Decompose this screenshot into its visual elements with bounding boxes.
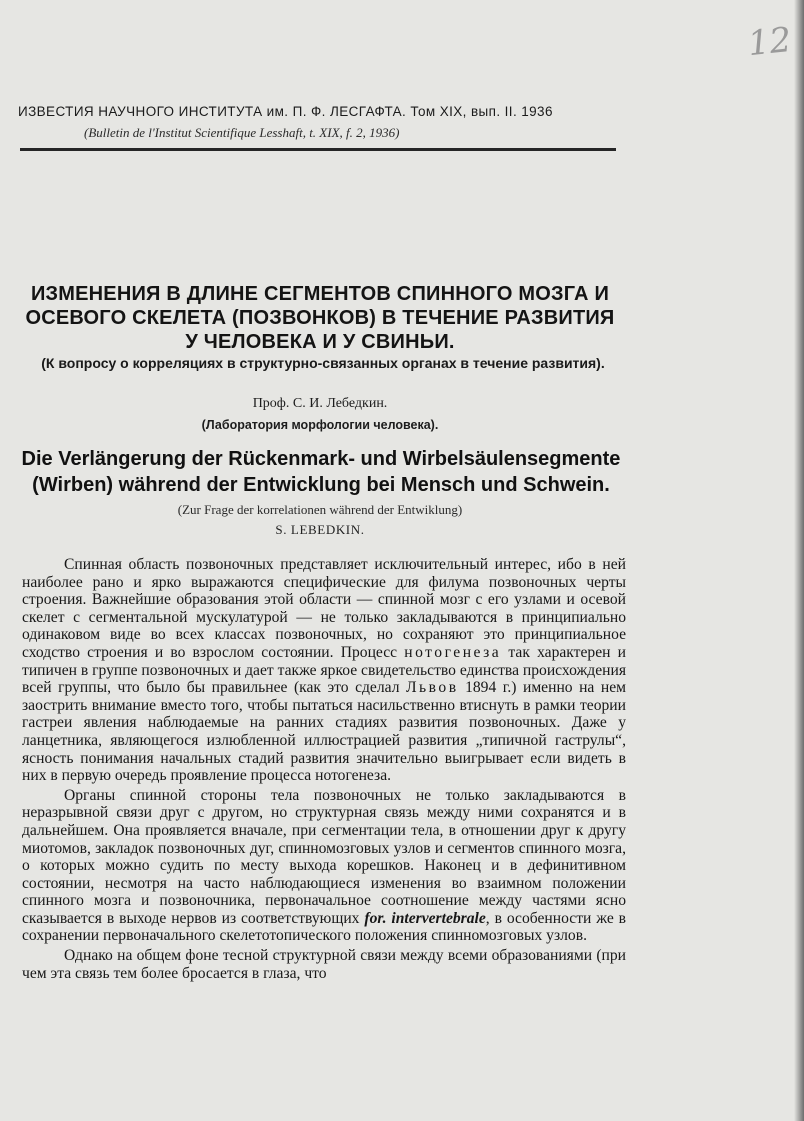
text-run: Органы спинной стороны тела позвоночных не только закладываются в неразрывной связи друг с другом, но структурная связь между ними сохранятся и в дальнейшем. Она проявляется вначале, при сегментации тела, в отношении друг к другу миотомов, закладок позвоночных дуг, спинномозговых узлов и сегментов спинного мозга, о которых можно судить по месту выхода корешков. Наконец и в дефинитивном состоянии, несмотря на часто наблюдающиеся изменения во взаимном положении спинного мозга и позвоночника, первоначальное соотношение между частями ясно сказывается в выходе нервов из соответствующих [22,786,626,927]
text-run: , в особенности же в сохранении первоначального скелетотопического положения спинномозговых узлов. [22,909,627,945]
article-subtitle: (К вопросу о корреляциях в структурно-связанных органах в течение развития). [41,355,605,371]
journal-header: ИЗВЕСТИЯ НАУЧНОГО ИНСТИТУТА им. П. Ф. ЛЕСГАФТА. Том XIX, вып. II. 1936 [18,104,553,119]
page-edge-shadow [794,0,804,1121]
laboratory: (Лаборатория морфологии человека). [201,418,439,432]
text-run: так характерен и типичен в группе позвоночных и дает также яркое свидетельство единства происхождения всей группы, что было бы правильнее (как это сделал [22,643,627,697]
text-run-italic: for. intervertebrale [364,909,486,927]
paragraph [22,787,626,945]
text-run-spaced: Львов [405,679,459,697]
article-body [22,556,626,982]
paragraph: Однако на общем фоне тесной структурной связи между всеми образованиями (при чем эта связь тем более бросается в глаза, что [22,947,626,982]
header-rule [20,148,616,151]
text-run: 1894 г.) именно на нем заострить внимание вместо того, чтобы пытаться насильственно втиснуть в рамки теории гастреи явления наблюдаемые на ранних стадиях развития позвоночных. Даже у ланцетника, являющегося излюбленной иллюстрацией развития „типичной гаструлы“, ясность понимания начальных стадий развития значительно выигрывает если видеть в них в первую очередь проявление процесса нотогенеза. [22,679,626,785]
paragraph [22,556,626,785]
text-run: Спинная область позвоночных представляет исключительный интерес, ибо в ней наиболее рано и ярко выражаются специфические для филума позвоночных черты строения. Важнейшие образования этой области — спинной мозг с его узлами и осевой скелет с сегментальной мускулатурой — не только закладываются в принципиально одинаковом виде во всех классах позвоночных, но сохраняют это принципиальное сходство строения и во взрослом состоянии. Процесс [22,556,626,661]
article-title: ИЗМЕНЕНИЯ В ДЛИНЕ СЕГМЕНТОВ СПИННОГО МОЗГА И ОСЕВОГО СКЕЛЕТА (ПОЗВОНКОВ) В ТЕЧЕНИЕ РАЗВИТИЯ У ЧЕЛОВЕКА И У СВИНЬИ. [25,283,615,353]
article-author-german: S. LEBEDKIN. [275,522,365,537]
page-number: 12 [746,19,794,65]
article-author: Проф. С. И. Лебедкин. [252,396,388,411]
article-title-german: Die Verlängerung der Rückenmark- und Wirbelsäulensegmente (Wirben) während der Entwicklung bei Mensch und Schwein. [21,448,621,496]
article-subtitle-german: (Zur Frage der korrelationen während der Entwiklung) [177,502,463,517]
text-run-spaced: нотогенеза [404,643,502,661]
journal-header-latin: (Bulletin de l'Institut Scientifique Lesshaft, t. XIX, f. 2, 1936) [84,125,400,140]
